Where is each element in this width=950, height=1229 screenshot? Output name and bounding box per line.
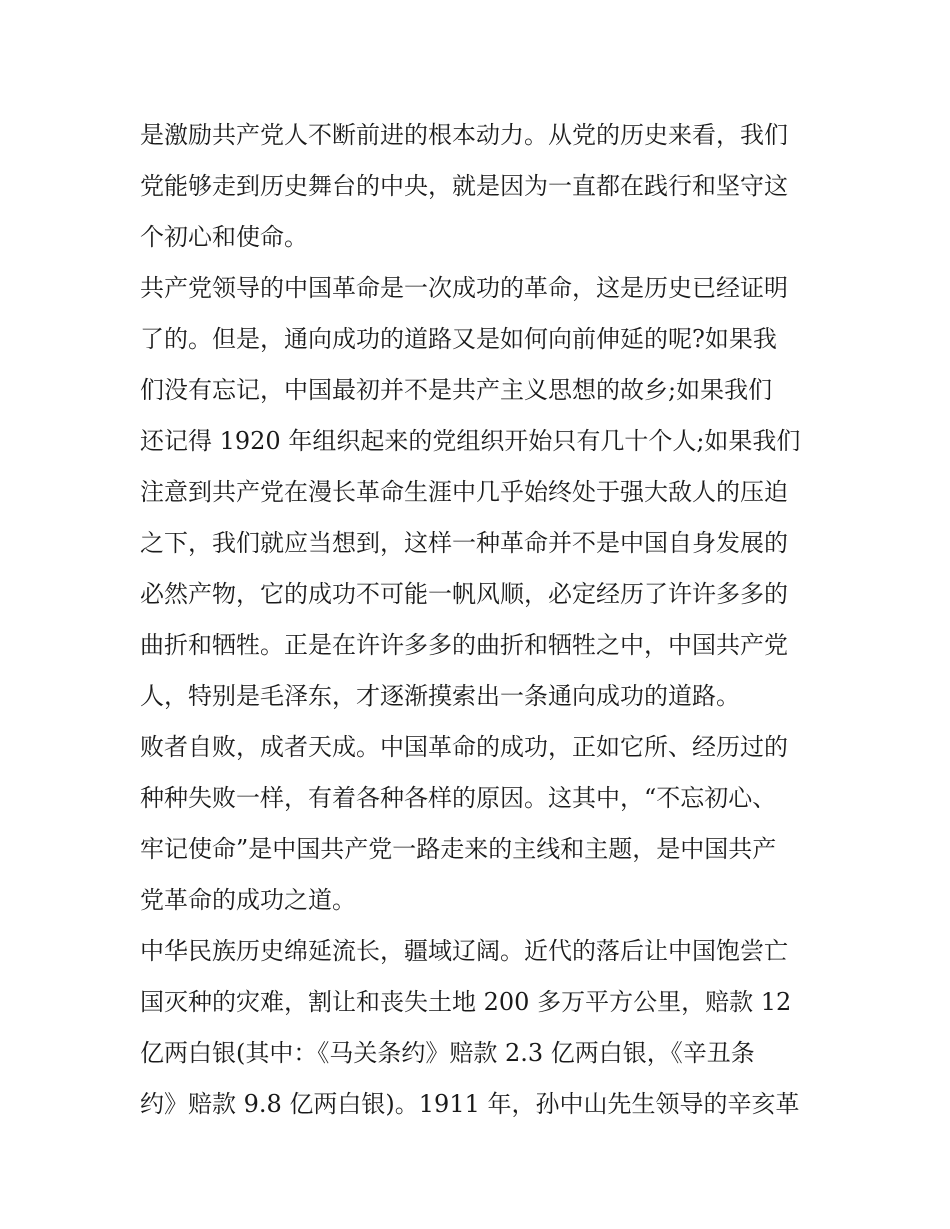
text-line: 们没有忘记，中国最初并不是共产主义思想的故乡;如果我们 (140, 376, 773, 404)
text-line: 党能够走到历史舞台的中央，就是因为一直都在践行和坚守这 (140, 172, 788, 200)
text-line: 必然产物，它的成功不可能一帆风顺，必定经历了许许多多的 (140, 580, 788, 608)
text-line: 共产党领导的中国革命是一次成功的革命，这是历史已经证明 (140, 274, 788, 302)
text-line: 牢记使命”是中国共产党一路走来的主线和主题，是中国共产 (140, 835, 777, 863)
text-line: 败者自败，成者天成。中国革命的成功，正如它所、经历过的 (140, 733, 788, 761)
text-line: 还记得 1920 年组织起来的党组织开始只有几十个人;如果我们 (140, 427, 801, 455)
text-line: 了的。但是，通向成功的道路又是如何向前伸延的呢?如果我 (140, 325, 777, 353)
text-line: 个初心和使命。 (140, 223, 308, 251)
text-line: 之下，我们就应当想到，这样一种革命并不是中国自身发展的 (140, 529, 788, 557)
text-line: 中华民族历史绵延流长，疆域辽阔。近代的落后让中国饱尝亡 (140, 937, 788, 965)
text-line: 约》赔款 9.8 亿两白银)。1911 年，孙中山先生领导的辛亥革 (140, 1090, 800, 1118)
text-line: 种种失败一样，有着各种各样的原因。这其中，“不忘初心、 (140, 784, 777, 812)
body-text (140, 110, 830, 1130)
text-line: 人，特别是毛泽东，才逐渐摸索出一条通向成功的道路。 (140, 682, 740, 710)
text-line: 国灭种的灾难，割让和丧失土地 200 多万平方公里，赔款 12 (140, 988, 792, 1016)
text-line: 注意到共产党在漫长革命生涯中几乎始终处于强大敌人的压迫 (140, 478, 788, 506)
text-line: 亿两白银(其中：《马关条约》赔款 2.3 亿两白银，《辛丑条 (140, 1039, 755, 1067)
text-line: 曲折和牺牲。正是在许许多多的曲折和牺牲之中，中国共产党 (140, 631, 788, 659)
text-line: 是激励共产党人不断前进的根本动力。从党的历史来看，我们 (140, 121, 788, 149)
text-line: 党革命的成功之道。 (140, 886, 356, 914)
